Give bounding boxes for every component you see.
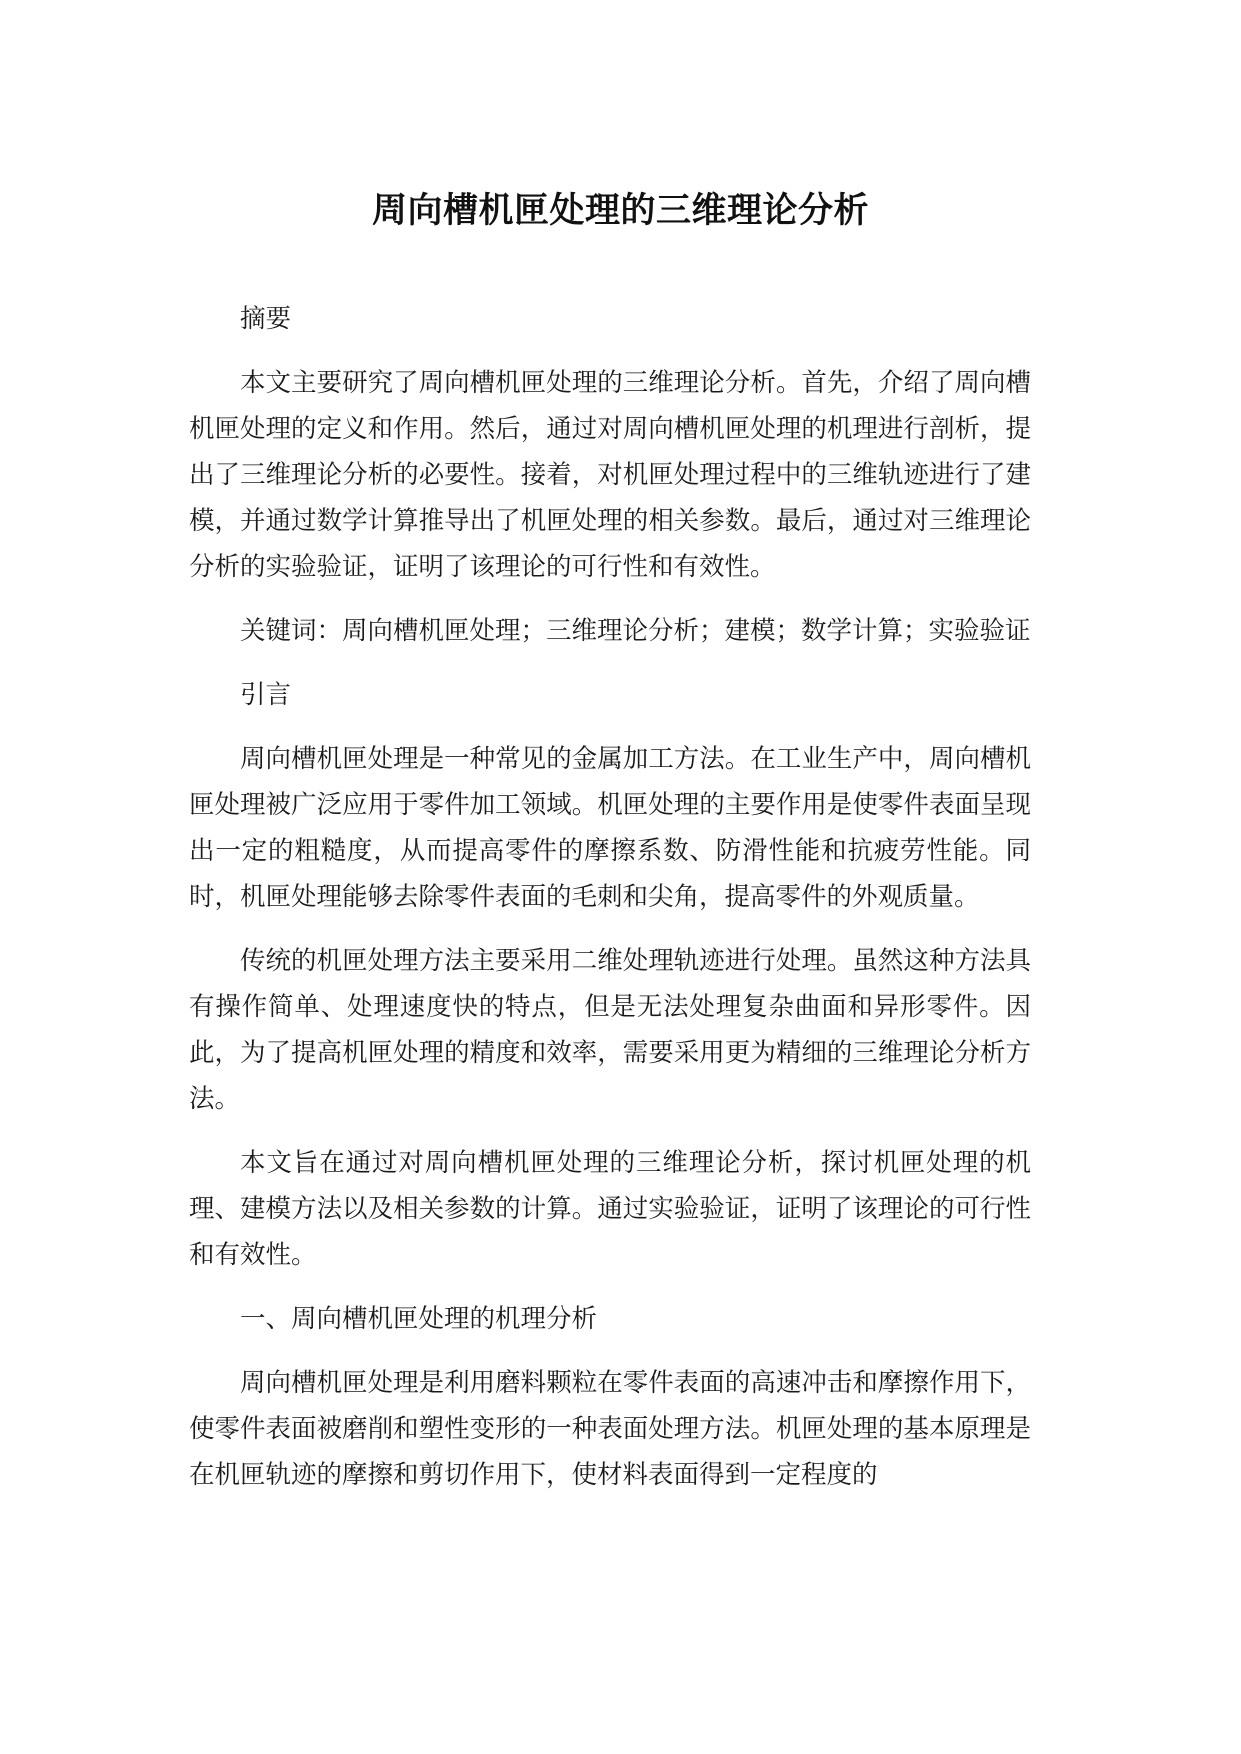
body-paragraph: 本文旨在通过对周向槽机匣处理的三维理论分析，探讨机匣处理的机理、建模方法以及相关参数的计算。通过实验验证，证明了该理论的可行性和有效性。 [189, 1148, 1031, 1270]
abstract-paragraph: 本文主要研究了周向槽机匣处理的三维理论分析。首先，介绍了周向槽机匣处理的定义和作用。然后，通过对周向槽机匣处理的机理进行剖析，提出了三维理论分析的必要性。接着，对机匣处理过程中的三维轨迹进行了建模，并通过数学计算推导出了机匣处理的相关参数。最后，通过对三维理论分析的实验验证，证明了该理论的可行性和有效性。 [189, 368, 1031, 582]
document-body [189, 296, 1031, 1516]
document-title: 周向槽机匣处理的三维理论分析 [371, 191, 869, 231]
section-heading: 一、周向槽机匣处理的机理分析 [240, 1304, 598, 1334]
body-paragraph: 传统的机匣处理方法主要采用二维处理轨迹进行处理。虽然这种方法具有操作简单、处理速度快的特点，但是无法处理复杂曲面和异形零件。因此，为了提高机匣处理的精度和效率，需要采用更为精细的三维理论分析方法。 [189, 946, 1031, 1114]
body-paragraph: 周向槽机匣处理是利用磨料颗粒在零件表面的高速冲击和摩擦作用下，使零件表面被磨削和塑性变形的一种表面处理方法。机匣处理的基本原理是在机匣轨迹的摩擦和剪切作用下，使材料表面得到一定程度的 [189, 1368, 1031, 1490]
keywords-paragraph: 关键词：周向槽机匣处理；三维理论分析；建模；数学计算；实验验证 [240, 616, 1031, 646]
abstract-heading: 摘要 [240, 304, 292, 334]
body-paragraph: 周向槽机匣处理是一种常见的金属加工方法。在工业生产中，周向槽机匣处理被广泛应用于零件加工领域。机匣处理的主要作用是使零件表面呈现出一定的粗糙度，从而提高零件的摩擦系数、防滑性能和抗疲劳性能。同时，机匣处理能够去除零件表面的毛刺和尖角，提高零件的外观质量。 [189, 744, 1031, 912]
introduction-heading: 引言 [240, 680, 292, 710]
